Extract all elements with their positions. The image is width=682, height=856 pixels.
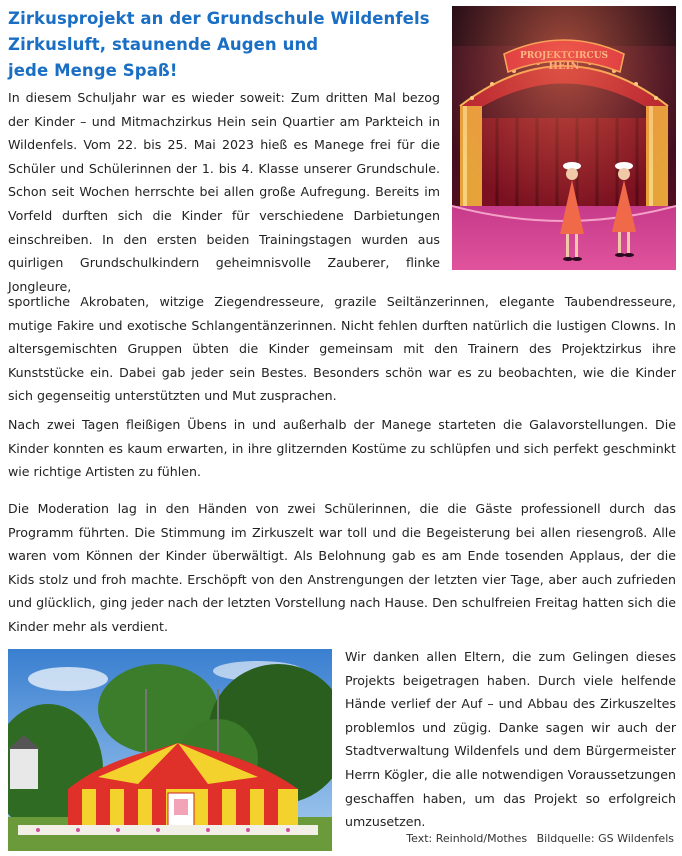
title-line-3: jede Menge Spaß! <box>8 61 178 80</box>
title-line-2: Zirkusluft, staunende Augen und <box>8 35 319 54</box>
paragraph-intro-bottom: sportliche Akrobaten, witzige Ziegendresseure, grazile Seiltänzerinnen, elegante Taubendresseure, mutige Fakire und exotische Schlangentänzerinnen. Nicht fehlen durften natürlich die lustigen Clowns. In altersgemischten Gruppen übten die Kinder gemeinsam mit den Trainern des Projektzirkus ihre Kunststücke ein. Dabei gab jeder sein Bestes. Besonders schön war es zu beobachten, wie die Kinder sich gegenseitig unterstützten und Mut zusprachen. <box>8 294 676 404</box>
circus-tent-photo <box>8 649 332 851</box>
credit-image: Bildquelle: GS Wildenfels <box>536 832 674 845</box>
article-title <box>8 6 438 84</box>
credit-line <box>406 832 674 845</box>
circus-stage-photo <box>452 6 676 270</box>
paragraph-intro-top: In diesem Schuljahr war es wieder soweit: Zum dritten Mal bezog der Kinder – und Mitmachzirkus Hein sein Quartier am Parkteich in Wildenfels. Vom 22. bis 25. Mai 2023 hieß es Manege frei für die Schüler und Schülerinnen der 1. bis 4. Klasse unserer Grundschule. Schon seit Wochen herrschte bei allen große Aufregung. Bereits im Vorfeld durften sich die Kinder für verschiedene Darbietungen einschreiben. In den ersten beiden Trainingstagen wurden aus quirligen Grundschulkindern geheimnisvolle Zauberer, flinke Jongleure, <box>8 90 440 294</box>
paragraph-thanks: Wir danken allen Eltern, die zum Gelingen dieses Projekts beigetragen haben. Durch viele helfende Hände verlief der Auf – und Abbau des Zirkuszeltes problemlos und zügig. Danke sagen wir auch der Stadtverwaltung Wildenfels und dem Bürgermeister Herrn Kögler, die alle notwendigen Voraussetzungen geschaffen haben, um das Projekt so erfolgreich umzusetzen. <box>345 649 676 830</box>
paragraph-gala: Nach zwei Tagen fleißigen Übens in und außerhalb der Manege starteten die Galavorstellungen. Die Kinder konnten es kaum erwarten, in ihre glitzernden Kostüme zu schlüpfen und sich perfekt geschminkt wie richtige Artisten zu fühlen. <box>8 417 676 480</box>
title-line-1: Zirkusprojekt an der Grundschule Wildenfels <box>8 9 430 28</box>
credit-text: Text: Reinhold/Mothes <box>406 832 528 845</box>
paragraph-moderation: Die Moderation lag in den Händen von zwei Schülerinnen, die die Gäste professionell durch das Programm führten. Die Stimmung im Zirkuszelt war toll und die Begeisterung bei allen riesengroß. Alle waren vom Können der Kinder überwältigt. Als Belohnung gab es am Ende tosenden Applaus, der die Kids stolz und froh machte. Erschöpft von den Anstrengungen der letzten vier Tage, aber auch zufrieden und glücklich, ging jeder nach der letzten Vorstellung nach Hause. Den schulfreien Freitag hatten sich die Kinder mehr als verdient. <box>8 501 676 634</box>
